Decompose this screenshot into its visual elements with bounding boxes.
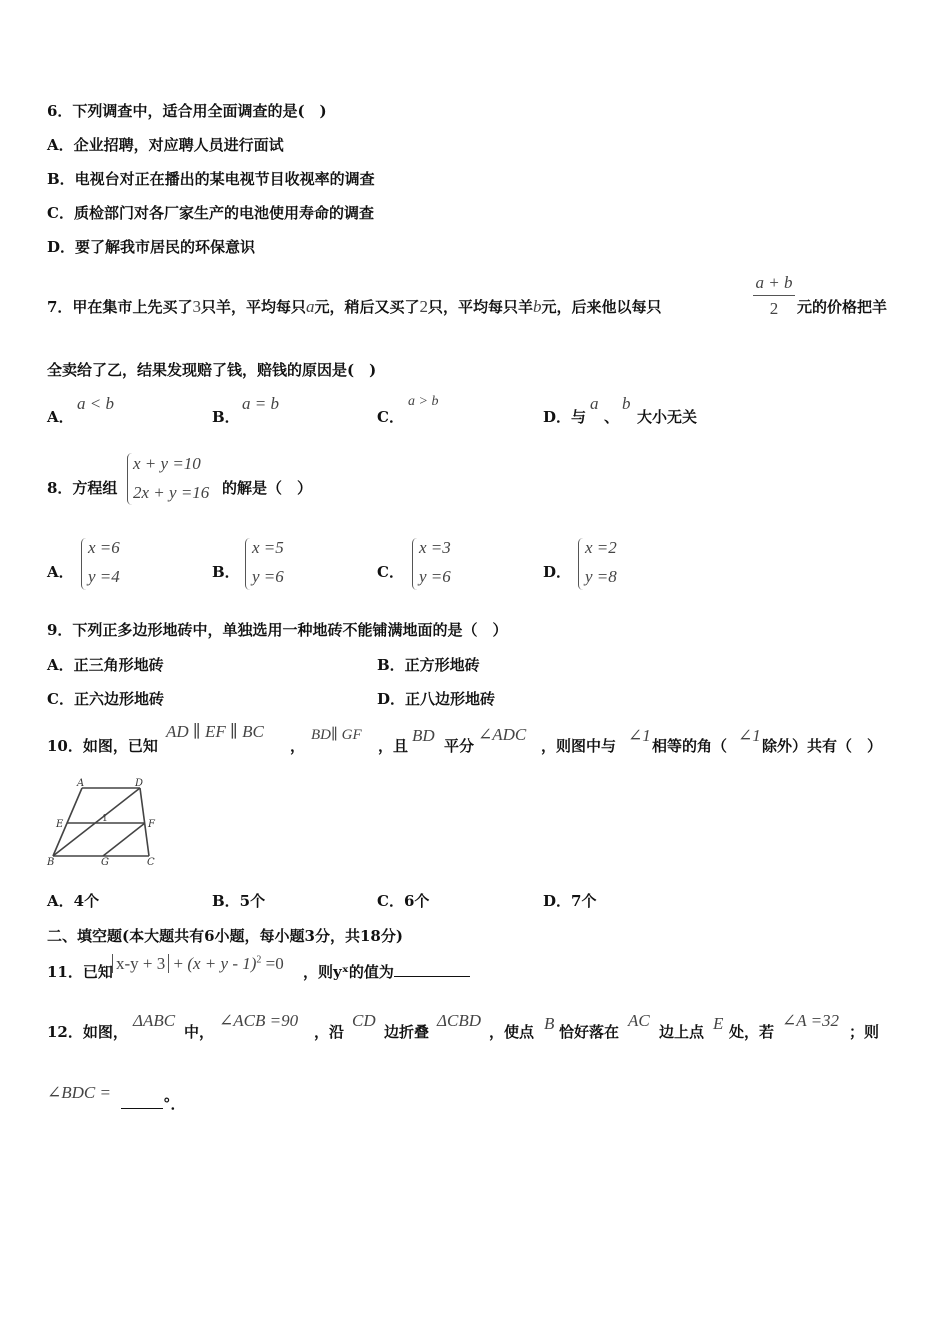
q12-math-cd: CD	[352, 1011, 376, 1030]
q7-option-a-math: a < b	[77, 394, 114, 413]
q12-math-triangle-cbd: ΔCBD	[437, 1011, 481, 1030]
q7-stem-end: 元的价格把羊	[797, 298, 888, 316]
q9-option-c: C．正六边形地砖	[47, 690, 164, 708]
q11-abs-value: x-y + 3	[112, 954, 169, 973]
q10-math-bd-gf: BD∥ GF	[311, 727, 362, 743]
q7-var-b: b	[533, 297, 542, 316]
q8-prefix: 8．方程组	[47, 479, 118, 497]
q8-option-d-brace	[578, 538, 583, 590]
label-g: G	[101, 857, 109, 868]
q12-text-7: 边上点	[659, 1023, 705, 1041]
q10-text-1: 10．如图，已知	[47, 737, 158, 755]
q12-math-angle-acb: ∠ACB =90	[219, 1011, 299, 1030]
q12-text-8: 处，若	[729, 1023, 775, 1041]
q11-mid	[303, 962, 470, 982]
q12-math-b: B	[544, 1014, 555, 1033]
q11-prefix: 11．已知	[47, 963, 113, 981]
q8-option-a-eq1: x =6	[88, 538, 120, 557]
q12-math-angle-bdc: ∠BDC =	[47, 1083, 111, 1102]
q12-text-4: 边折叠	[384, 1023, 430, 1041]
q7-option-b-math: a = b	[242, 394, 279, 413]
q8-option-c-label: C．	[377, 563, 404, 581]
q12-answer-line	[121, 1094, 186, 1114]
q10-math-angle-adc: ∠ADC	[478, 725, 527, 744]
segment-gf	[103, 823, 145, 856]
q10-math-parallel: AD ∥ EF ∥ BC	[166, 722, 264, 741]
q10-text-7: 除外）共有（ ）	[762, 737, 883, 755]
q6-option-a: A．企业招聘，对应聘人员进行面试	[47, 136, 284, 154]
q12-text-6: 恰好落在	[559, 1023, 620, 1041]
q10-math-angle-1: ∠1	[628, 726, 651, 745]
q8-system-brace	[127, 453, 132, 505]
q12-text-2: 中，	[184, 1023, 215, 1041]
q8-option-c-brace	[412, 538, 417, 590]
q11-answer-blank[interactable]	[394, 976, 470, 977]
q7-fraction-numerator: a + b	[755, 273, 793, 292]
label-e: E	[56, 819, 64, 830]
q7-option-b-label: B．	[212, 408, 240, 426]
q12-text-9: ；则	[849, 1023, 880, 1041]
label-d: D	[135, 778, 144, 789]
q7-option-c-math: a > b	[408, 394, 439, 409]
q9-option-b: B．正方形地砖	[377, 656, 480, 674]
q11-exponent: 2	[256, 954, 262, 966]
q7-option-d-label: D．与	[543, 408, 587, 426]
q7-fraction-bar	[753, 295, 795, 296]
segment-bd	[53, 788, 140, 856]
q8-suffix: 的解是（ ）	[222, 479, 313, 497]
q10-option-a: A．4个	[47, 892, 100, 910]
q7-num-2: 2	[419, 297, 428, 316]
q7-option-c-label: C．	[377, 408, 404, 426]
q8-option-a-brace	[81, 538, 86, 590]
q6-option-c: C．质检部门对各厂家生产的电池使用寿命的调查	[47, 204, 374, 222]
q12-math-e: E	[713, 1014, 724, 1033]
label-a: A	[77, 778, 85, 789]
q12-text-3: ，沿	[314, 1023, 345, 1041]
q8-option-b-eq1: x =5	[252, 538, 284, 557]
q10-figure	[45, 776, 165, 868]
label-c: C	[147, 857, 155, 868]
q9-option-d: D．正八边形地砖	[377, 690, 496, 708]
q7-var-a: a	[305, 297, 315, 316]
q8-option-d-eq2: y =8	[585, 567, 617, 586]
q7-fraction	[753, 273, 795, 319]
q10-math-angle-1b: ∠1	[738, 726, 761, 745]
q7-text-2: 只羊，平均每只	[200, 298, 306, 316]
q10-option-c: C．6个	[377, 892, 430, 910]
q9-stem: 9．下列正多边形地砖中，单独选用一种地砖不能铺满地面的是（ ）	[47, 621, 508, 639]
q11-square-base: (x + y - 1)	[187, 954, 257, 973]
q7-text-1: 7．甲在集市上先买了	[47, 298, 193, 316]
q12-degree-tail: °．	[163, 1095, 186, 1113]
q11-suffix: 的值为	[348, 963, 394, 981]
section-2-heading: 二、填空题(本大题共有6小题，每小题3分，共18分)	[47, 927, 403, 945]
q10-text-6: 相等的角（	[652, 737, 728, 755]
q7-option-d-sep: 、	[604, 408, 620, 426]
q12-math-angle-a: ∠A =32	[782, 1011, 840, 1030]
q12-text-5: ，使点	[489, 1023, 535, 1041]
q11-expression	[112, 954, 284, 974]
q11-equals-zero: =0	[265, 954, 284, 973]
label-f: F	[148, 819, 155, 830]
q10-text-2: ，	[290, 737, 306, 755]
q11-plus: +	[173, 954, 184, 973]
q10-math-bd: BD	[412, 726, 435, 745]
label-b: B	[47, 857, 55, 868]
q9-option-a: A．正三角形地砖	[47, 656, 164, 674]
q12-answer-blank[interactable]	[121, 1108, 163, 1109]
q7-text-4: 只，平均每只羊	[427, 298, 533, 316]
label-angle-1: 1	[102, 814, 108, 824]
q8-equation-2: 2x + y =16	[133, 483, 210, 502]
q8-option-b-label: B．	[212, 563, 240, 581]
q7-stem-line2: 全卖给了乙，结果发现赔了钱，赔钱的原因是( )	[47, 361, 377, 379]
q7-option-d-var-b: b	[622, 394, 631, 413]
q12-math-triangle-abc: ΔABC	[133, 1011, 176, 1030]
q7-num-3: 3	[192, 297, 201, 316]
q11-text-mid: ，则	[303, 963, 334, 981]
q8-option-b-brace	[245, 538, 250, 590]
q7-text-3: 元，稍后又买了	[314, 298, 420, 316]
q8-option-c-eq2: y =6	[419, 567, 451, 586]
q10-text-3: ，且	[378, 737, 409, 755]
q7-stem-line1	[47, 297, 662, 317]
q7-option-d-var-a: a	[590, 394, 599, 413]
q8-option-b-eq2: y =6	[252, 567, 284, 586]
q10-text-4: 平分	[444, 737, 475, 755]
q8-option-a-eq2: y =4	[88, 567, 120, 586]
q6-stem: 6．下列调查中，适合用全面调查的是( )	[47, 102, 327, 120]
q7-option-d-tail: 大小无关	[637, 408, 698, 426]
q10-option-d: D．7个	[543, 892, 597, 910]
q12-math-ac: AC	[628, 1011, 650, 1030]
q10-option-b: B．5个	[212, 892, 266, 910]
q12-text-1: 12．如图，	[47, 1023, 128, 1041]
q7-option-a-label: A．	[47, 408, 74, 426]
q7-fraction-denominator: 2	[769, 299, 779, 318]
q6-option-d: D．要了解我市居民的环保意识	[47, 238, 256, 256]
q11-y-power-x: yˣ	[333, 963, 349, 981]
q7-text-5: 元，后来他以每只	[541, 298, 662, 316]
q8-equation-1: x + y =10	[133, 454, 201, 473]
q8-option-d-label: D．	[543, 563, 572, 581]
q8-option-d-eq1: x =2	[585, 538, 617, 557]
q8-option-c-eq1: x =3	[419, 538, 451, 557]
q8-option-a-label: A．	[47, 563, 74, 581]
q10-text-5: ，则图中与	[541, 737, 617, 755]
q6-option-b: B．电视台对正在播出的某电视节目收视率的调查	[47, 170, 375, 188]
